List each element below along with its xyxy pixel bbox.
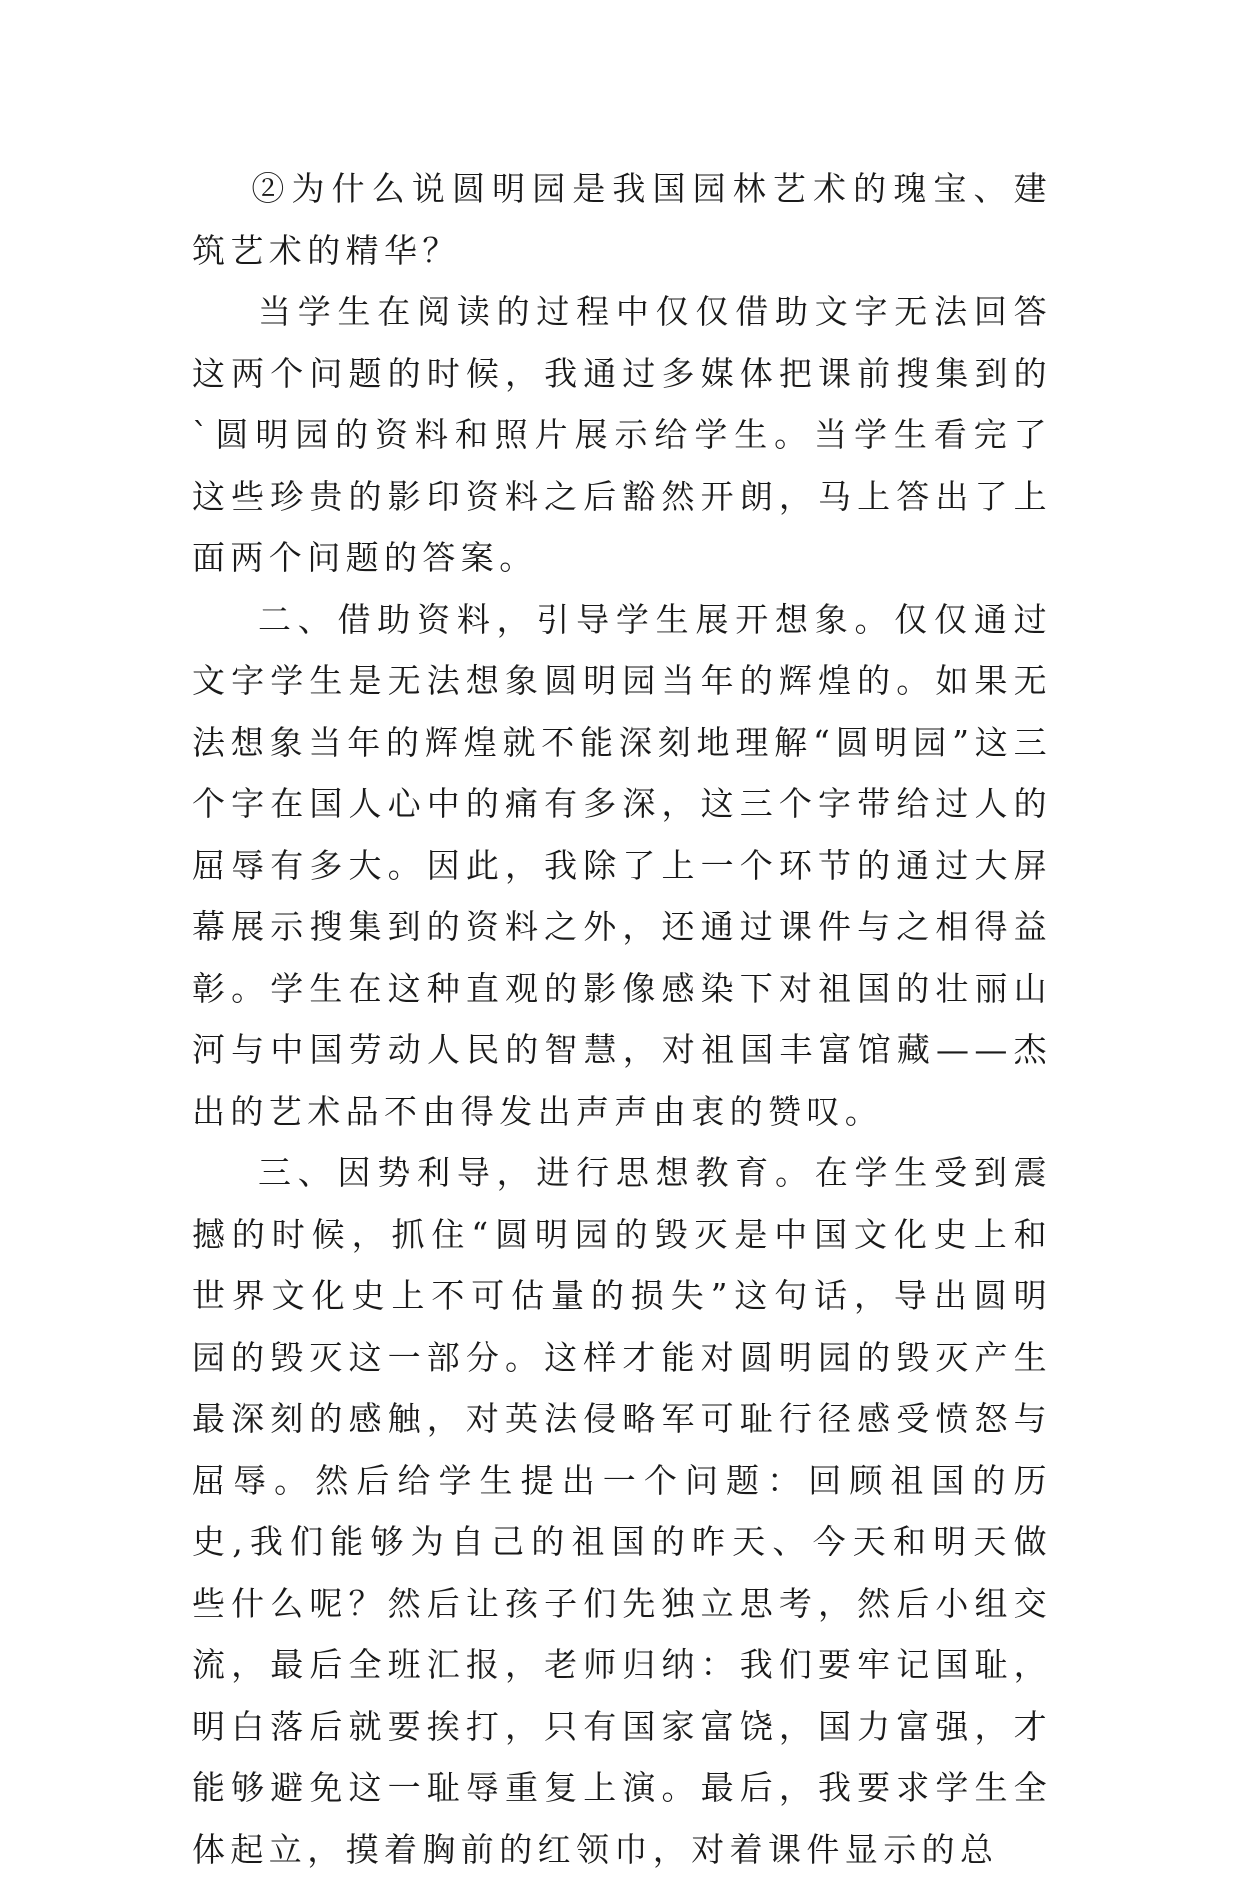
paragraph-section-three: 三、因势利导，进行思想教育。在学生受到震撼的时候，抓住“圆明园的毁灭是中国文化史上和世界文化史上不可估量的损失”这句话，导出圆明园的毁灭这一部分。这样才能对圆明园的毁灭产生最深刻的感触，对英法侵略军可耻行径感受愤怒与屈辱。然后给学生提出一个问题：回顾祖国的历史,我们能够为自己的祖国的昨天、今天和明天做些什么呢？然后让孩子们先独立思考，然后小组交流，最后全班汇报，老师归纳：我们要牢记国耻，明白落后就要挨打，只有国家富饶，国力富强，才能够避免这一耻辱重复上演。最后，我要求学生全体起立，摸着胸前的红领巾，对着课件显示的总 <box>192 1153 1052 1869</box>
paragraph-section-two: 二、借助资料，引导学生展开想象。仅仅通过文字学生是无法想象圆明园当年的辉煌的。如果无法想象当年的辉煌就不能深刻地理解“圆明园”这三个字在国人心中的痛有多深，这三个字带给过人的屈辱有多大。因此，我除了上一个环节的通过大屏幕展示搜集到的资料之外，还通过课件与之相得益彰。学生在这种直观的影像感染下对祖国的壮丽山河与中国劳动人民的智慧，对祖国丰富馆藏——杰出的艺术品不由得发出声声由衷的赞叹。 <box>192 599 1052 1131</box>
document-body <box>192 158 1052 1880</box>
paragraph-multimedia: 当学生在阅读的过程中仅仅借助文字无法回答这两个问题的时候，我通过多媒体把课前搜集到的`圆明园的资料和照片展示给学生。当学生看完了这些珍贵的影印资料之后豁然开朗，马上答出了上面两个问题的答案。 <box>192 292 1052 577</box>
paragraph-question-2: ②为什么说圆明园是我国园林艺术的瑰宝、建筑艺术的精华？ <box>192 169 1052 270</box>
